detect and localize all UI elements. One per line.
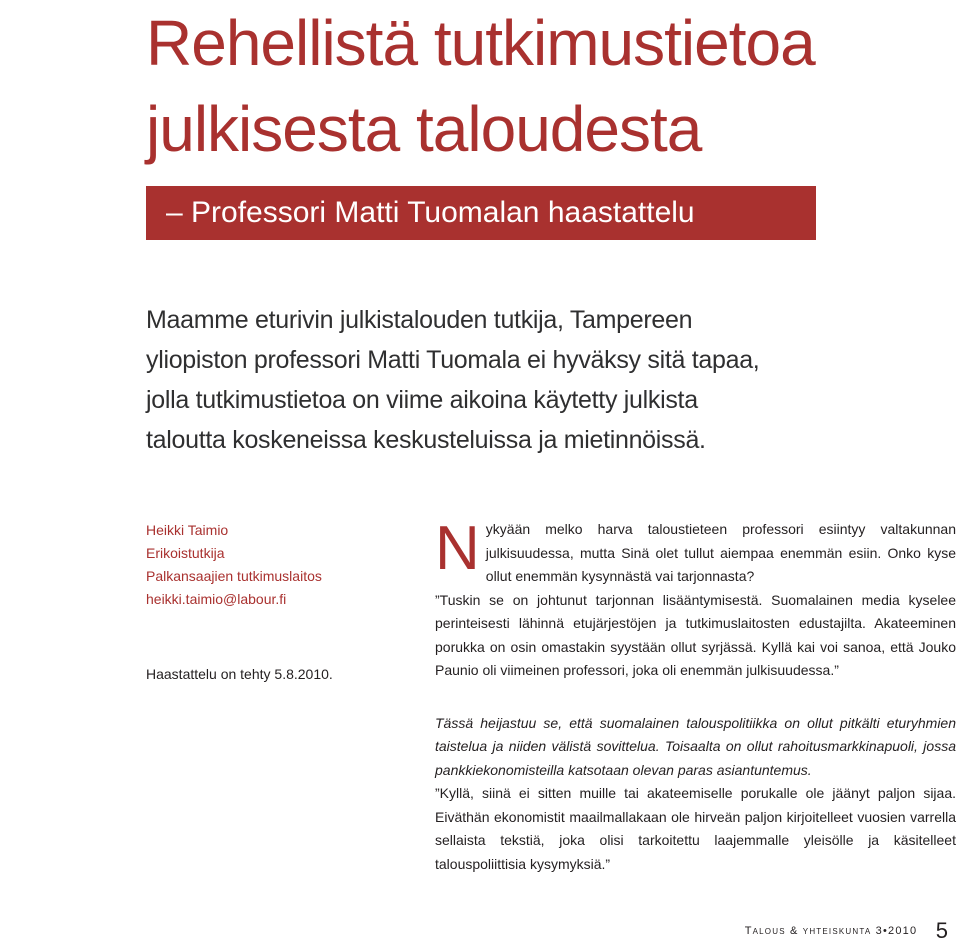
question-paragraph: Tässä heijastuu se, että suomalainen talouspolitiikka on ollut pitkälti eturyhmien taistelua ja niiden välistä sovittelua. Toisaalta on ollut rahoitusmarkkinapuoli, jossa pankkiekonomisteilla katsotaan olevan paras asiantuntemus. — [435, 714, 956, 778]
lead-line: Maamme eturivin julkistalouden tutkija, Tampereen — [146, 306, 693, 334]
question-paragraph — [435, 514, 956, 589]
author-info — [146, 519, 386, 611]
interview-date: Haastattelu on tehty 5.8.2010. — [146, 666, 333, 682]
answer-paragraph: ”Kyllä, siinä ei sitten muille tai akateemiselle porukalle ole jäänyt paljon sijaa. Eiväthän ekonomistit maailmallakaan ole hirveän paljon kirjoitelleet vuosien varrella sellaista tekstiä, joka olisi tarkoitettu laajemmalle yleisölle ja käsitelleet talouspoliittisia kysymyksiä.” — [435, 785, 956, 872]
lead-paragraph — [146, 300, 826, 460]
title-line: Rehellistä tutkimustietoa — [146, 7, 815, 79]
answer-paragraph: ”Tuskin se on johtunut tarjonnan lisääntymisestä. Suomalainen media kyselee perinteisesti lähinnä etujärjestöjen ja tutkimuslaitosten edustajilta. Akateeminen porukka on osin omastakin syystään ollut syrjässä. Kyllä kai voi sanoa, että Jouko Paunio oli viimeinen professori, joka oli enemmän julkisuudessa.” — [435, 591, 956, 678]
author-role: Erikoistutkija — [146, 545, 225, 561]
subtitle-text: – Professori Matti Tuomalan haastattelu — [166, 196, 695, 229]
drop-cap: N — [435, 514, 480, 583]
question-text: ykyään melko harva taloustieteen professori esiintyy valtakunnan julkisuudessa, mutta Sinä olet tullut aiempaa enemmän esiin. Onko kyse ollut enemmän kysynnästä vai tarjonnasta? — [485, 521, 956, 584]
title-line: julkisesta taloudesta — [146, 93, 702, 165]
article-title — [146, 0, 815, 172]
lead-line: taloutta koskeneissa keskusteluissa ja mietinnöissä. — [146, 426, 706, 454]
page-number: 5 — [935, 918, 948, 943]
author-organization: Palkansaajien tutkimuslaitos — [146, 568, 322, 584]
lead-line: jolla tutkimustietoa on viime aikoina käytetty julkista — [146, 386, 698, 414]
author-name: Heikki Taimio — [146, 522, 229, 538]
page-footer — [745, 918, 948, 944]
lead-line: yliopiston professori Matti Tuomala ei hyväksy sitä tapaa, — [146, 346, 760, 374]
subtitle-banner — [146, 186, 816, 240]
publication-name: Talous & yhteiskunta 3•2010 — [744, 925, 918, 937]
author-email: heikki.taimio@labour.fi — [146, 591, 287, 607]
article-body — [435, 514, 956, 876]
